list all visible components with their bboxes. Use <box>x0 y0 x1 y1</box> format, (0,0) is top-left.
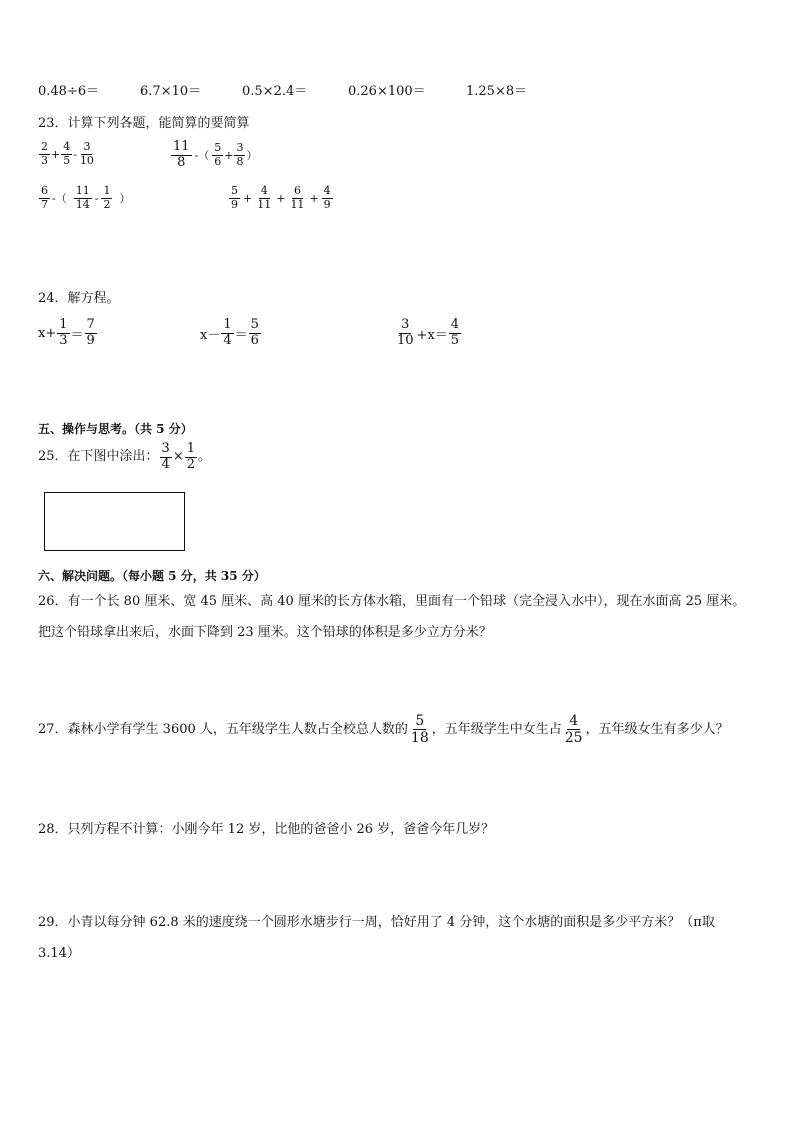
fraction-denominator: 2 <box>186 456 196 472</box>
equation-text: x－ <box>200 327 221 343</box>
fraction-denominator: 18 <box>410 730 429 747</box>
fraction-denominator: 10 <box>397 332 414 348</box>
q22-item-1: 0.48÷6＝ <box>38 84 100 99</box>
fraction-numerator: 5 <box>214 141 222 155</box>
operator: - <box>73 147 77 161</box>
fraction-denominator: 25 <box>564 730 583 747</box>
q25-text: 25．在下图中涂出： <box>38 449 159 465</box>
operator: ） <box>119 192 131 206</box>
fraction-numerator: 1 <box>59 317 68 332</box>
q24-title: 24．解方程。 <box>38 291 120 306</box>
fraction-denominator: 14 <box>75 197 90 211</box>
q27-part-1: 27．森林小学有学生 3600 人，五年级学生人数占全校总人数的 <box>38 721 408 737</box>
fraction-denominator: 9 <box>323 197 331 211</box>
q24-equation-2 <box>200 318 262 349</box>
operator: + <box>243 191 253 205</box>
fraction-numerator: 11 <box>173 139 190 154</box>
q22-item-5: 1.25×8＝ <box>466 84 528 99</box>
fraction-numerator: 4 <box>569 713 579 729</box>
fraction-numerator: 2 <box>41 140 48 153</box>
fraction-denominator: 8 <box>177 154 186 170</box>
fraction-denominator: 3 <box>41 153 48 167</box>
fraction-numerator: 11 <box>75 184 90 197</box>
operator: + <box>224 148 234 162</box>
fraction-denominator: 8 <box>236 154 244 168</box>
fraction-denominator: 9 <box>231 197 238 211</box>
section-six-heading: 六、解决问题。（每小题 5 分，共 35 分） <box>38 569 266 583</box>
q23-expression-3 <box>38 185 130 211</box>
fraction-denominator: 4 <box>161 456 170 472</box>
operator: + <box>276 191 286 205</box>
shading-rectangle[interactable] <box>44 492 185 551</box>
q29-line-1: 29．小青以每分钟 62.8 米的速度绕一个圆形水塘步行一周，恰好用了 4 分钟，这个水塘的面积是多少平方米？（π取 <box>38 915 715 930</box>
q23-expression-1 <box>38 141 97 167</box>
fraction-numerator: 3 <box>83 140 91 153</box>
fraction-numerator: 6 <box>293 184 301 197</box>
q23-title: 23．计算下列各题，能简算的要简算 <box>38 116 250 131</box>
operator: + <box>51 147 61 161</box>
q23-expression-2 <box>170 140 257 171</box>
q27-text <box>38 713 729 746</box>
fraction-numerator: 1 <box>223 317 232 332</box>
fraction-denominator: 5 <box>450 332 460 348</box>
q22-item-3: 0.5×2.4＝ <box>242 84 308 99</box>
fraction-numerator: 7 <box>86 317 95 332</box>
q24-equation-1 <box>38 318 98 349</box>
equation-text: +x＝ <box>416 327 448 343</box>
fraction-numerator: 4 <box>450 317 460 332</box>
q28-text: 28．只列方程不计算：小刚今年 12 岁，比他的爸爸小 26 岁，爸爸今年几岁？ <box>38 822 495 837</box>
q25-prompt <box>38 442 211 473</box>
q23-expression-4 <box>228 185 334 211</box>
q29-line-2: 3.14） <box>38 946 80 961</box>
q26-line-2: 把这个铅球拿出来后，水面下降到 23 厘米。这个铅球的体积是多少立方分米？ <box>38 625 492 640</box>
fraction-denominator: 6 <box>214 154 222 168</box>
equation-text: x+ <box>38 325 57 341</box>
q24-equation-3 <box>394 318 462 349</box>
fraction-numerator: 5 <box>415 713 425 729</box>
fraction-denominator: 10 <box>79 153 94 167</box>
fraction-numerator: 3 <box>401 317 410 332</box>
q22-item-4: 0.26×100＝ <box>348 84 426 99</box>
fraction-numerator: 1 <box>186 441 196 456</box>
q27-part-3: ，五年级女生有多少人？ <box>585 721 729 737</box>
fraction-numerator: 6 <box>41 184 48 197</box>
operator: ） <box>246 149 258 163</box>
fraction-numerator: 5 <box>231 184 238 197</box>
operator: × <box>172 449 184 465</box>
q26-line-1: 26．有一个长 80 厘米、宽 45 厘米、高 40 厘米的长方体水箱，里面有一个铅球（完全浸入水中），现在水面高 25 厘米。 <box>38 594 746 609</box>
q22-item-2: 6.7×10＝ <box>140 84 202 99</box>
operator: + <box>309 191 319 205</box>
fraction-numerator: 3 <box>236 141 244 155</box>
fraction-denominator: 2 <box>103 197 111 211</box>
fraction-denominator: 5 <box>63 153 71 167</box>
fraction-numerator: 3 <box>161 441 170 456</box>
q25-period: 。 <box>198 449 212 465</box>
fraction-denominator: 4 <box>223 332 232 348</box>
fraction-denominator: 9 <box>86 332 95 348</box>
fraction-denominator: 7 <box>41 197 48 211</box>
q27-part-2: ，五年级学生中女生占 <box>431 721 562 737</box>
fraction-denominator: 6 <box>250 332 259 348</box>
operator: - <box>94 191 99 205</box>
fraction-denominator: 11 <box>290 197 305 211</box>
fraction-denominator: 3 <box>59 332 68 348</box>
fraction-numerator: 1 <box>103 184 111 197</box>
fraction-numerator: 5 <box>250 317 259 332</box>
equals-sign: ＝ <box>70 327 84 343</box>
fraction-numerator: 4 <box>260 184 268 197</box>
fraction-denominator: 11 <box>257 197 272 211</box>
operator: -（ <box>194 149 210 163</box>
operator: -（ <box>52 192 67 206</box>
section-five-heading: 五、操作与思考。（共 5 分） <box>38 422 193 436</box>
fraction-numerator: 4 <box>323 184 331 197</box>
equals-sign: ＝ <box>234 327 248 343</box>
fraction-numerator: 4 <box>63 140 71 153</box>
